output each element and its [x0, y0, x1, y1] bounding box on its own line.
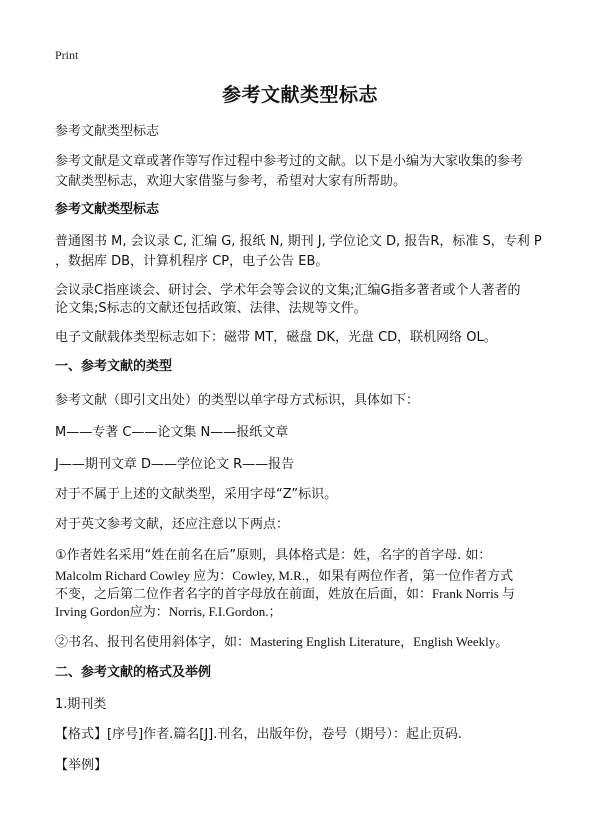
point1-line: Irving Gordon应为：Norris, F.I.Gordon.； — [55, 604, 282, 619]
type-mapping-line: M——专著 C——论文集 N——报纸文章 — [55, 425, 289, 440]
document-subtitle: 参考文献类型标志 — [55, 124, 160, 139]
format-line: 【格式】[序号]作者.篇名[J].刊名，出版年份，卷号（期号）：起止页码. — [55, 727, 463, 742]
conference-paragraph-line: 会议录C指座谈会、研讨会、学术年会等会议的文集;汇编G指多著者或个人著者的 — [55, 283, 521, 298]
section-heading-types: 参考文献类型标志 — [55, 202, 160, 217]
intro-paragraph-line: 参考文献是文章或著作等写作过程中参考过的文献。以下是小编为大家收集的参考 — [55, 154, 524, 169]
intro-paragraph-line: 文献类型标志，欢迎大家借鉴与参考，希望对大家有所帮助。 — [55, 174, 407, 189]
section1-heading: 一、参考文献的类型 — [55, 359, 173, 374]
periodical-heading: 1.期刊类 — [55, 697, 107, 712]
type-mapping-line: J——期刊文章 D——学位论文 R——报告 — [55, 457, 295, 472]
page-title: 参考文献类型标志 — [221, 84, 378, 106]
point1-line: Malcolm Richard Cowley 应为：Cowley, M.R.，如果有两位作者，第一位作者方式 — [55, 568, 514, 583]
example-label: 【举例】 — [55, 758, 108, 773]
electronic-types-line: 电子文献载体类型标志如下：磁带 MT，磁盘 DK，光盘 CD，联机网络 OL。 — [55, 330, 497, 345]
point1-line: 不变，之后第二位作者名字的首字母放在前面，姓放在后面，如：Frank Norris 与 — [55, 586, 516, 601]
types-paragraph-line: 普通图书 M, 会议录 C, 汇编 G, 报纸 N, 期刊 J, 学位论文 D, 报告R，标准 S，专利 P — [55, 234, 542, 249]
point1-line: ①作者姓名采用“姓在前名在后”原则，具体格式是：姓，名字的首字母. 如： — [55, 548, 492, 563]
section1-intro: 参考文献（即引文出处）的类型以单字母方式标识，具体如下： — [55, 393, 420, 408]
point2-line: ②书名、报刊名使用斜体字，如：Mastering English Literature，English Weekly。 — [55, 634, 509, 649]
english-refs-note: 对于英文参考文献，还应注意以下两点： — [55, 517, 290, 532]
conference-paragraph-line: 论文集;S标志的文献还包括政策、法律、法规等文件。 — [55, 301, 367, 316]
types-paragraph-line: ，数据库 DB，计算机程序 CP，电子公告 EB。 — [55, 254, 329, 269]
print-link[interactable]: Print — [55, 48, 79, 62]
other-types-note: 对于不属于上述的文献类型，采用字母“Z”标识。 — [55, 487, 338, 502]
section2-heading: 二、参考文献的格式及举例 — [55, 665, 212, 680]
